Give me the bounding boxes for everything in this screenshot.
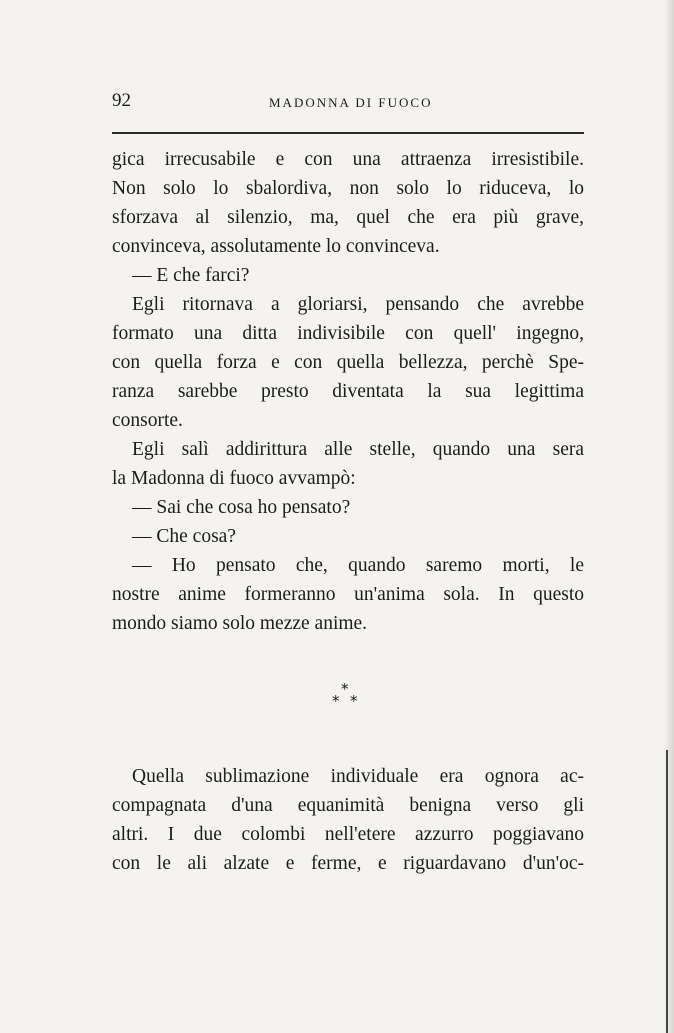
text-line: compagnata d'una equanimità benigna verso gli — [112, 795, 584, 816]
text-line: consorte. — [112, 410, 183, 431]
dialogue-line: — Sai che cosa ho pensato? — [132, 497, 351, 518]
text-line: Non solo lo sbalordiva, non solo lo riduceva, lo — [112, 178, 584, 199]
dialogue-line: — Che cosa? — [132, 526, 236, 547]
dialogue-line: — Ho pensato che, quando saremo morti, le — [132, 555, 584, 576]
text-line: convinceva, assolutamente lo convinceva. — [112, 236, 440, 257]
text-line: con quella forza e con quella bellezza, perchè Spe- — [112, 352, 584, 373]
text-line: mondo siamo solo mezze anime. — [112, 613, 368, 634]
page-header — [112, 90, 584, 116]
page-number: 92 — [112, 90, 131, 111]
text-line: con le ali alzate e ferme, e riguardavano d'un'oc- — [112, 853, 584, 874]
text-line: ranza sarebbe presto diventata la sua legittima — [112, 381, 584, 402]
text-line: la Madonna di fuoco avvampò: — [112, 468, 356, 489]
asterism-star: * — [332, 692, 340, 710]
asterism-star: * — [350, 692, 358, 710]
main-text — [112, 145, 584, 638]
text-line: sforzava al silenzio, ma, quel che era più grave, — [112, 207, 584, 228]
text-line: Egli salì addirittura alle stelle, quando una sera — [132, 439, 584, 460]
page-edge-line — [666, 750, 668, 1033]
text-line: nostre anime formeranno un'anima sola. In questo — [112, 584, 584, 605]
running-title: MADONNA DI FUOCO — [269, 95, 433, 110]
text-line: Egli ritornava a gloriarsi, pensando che avrebbe — [132, 294, 584, 315]
text-line: gica irrecusabile e con una attraenza irresistibile. — [112, 149, 584, 170]
dialogue-line: — E che farci? — [132, 265, 250, 286]
second-section-text — [112, 762, 584, 878]
text-line: Quella sublimazione individuale era ognora ac- — [132, 766, 584, 787]
header-rule — [112, 132, 584, 134]
asterism-star: * — [341, 680, 349, 698]
text-line: formato una ditta indivisibile con quell' ingegno, — [112, 323, 584, 344]
text-line: altri. I due colombi nell'etere azzurro poggiavano — [112, 824, 584, 845]
asterism-separator — [324, 680, 374, 720]
